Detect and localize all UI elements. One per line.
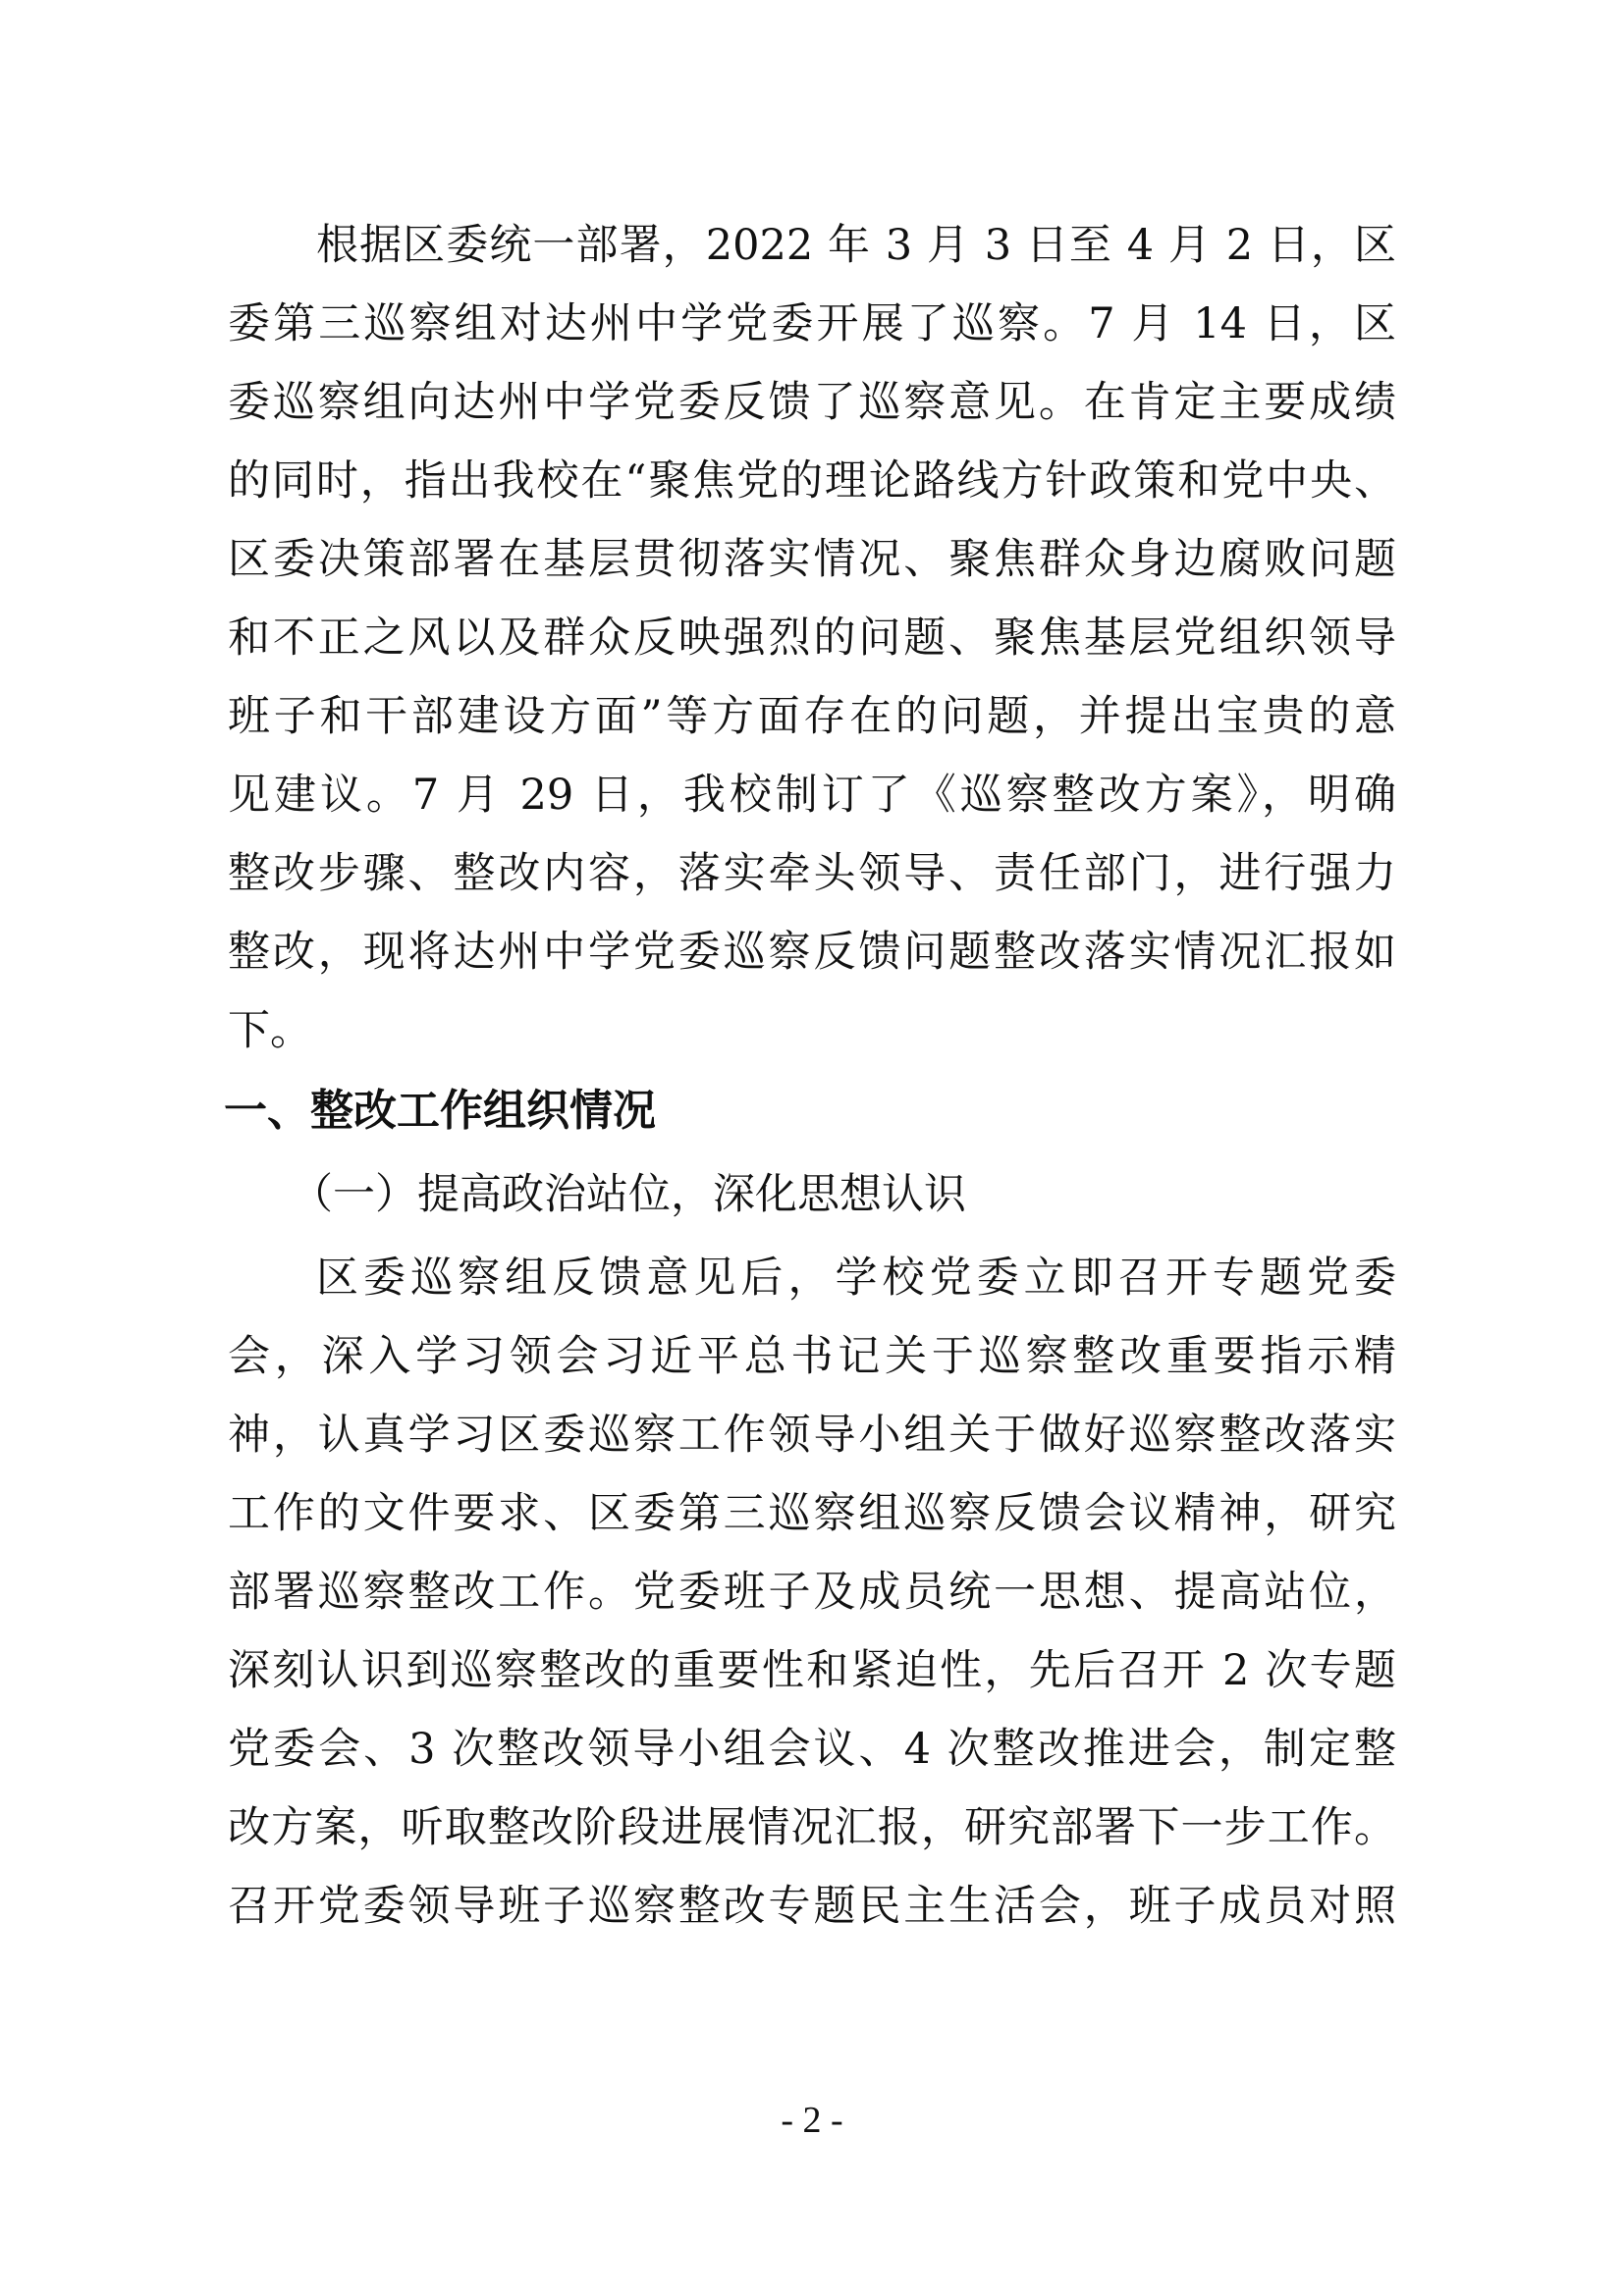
- paragraph-line: 委巡察组向达州中学党委反馈了巡察意见。在肯定主要成绩: [228, 378, 1396, 427]
- page-number: - 2 -: [781, 2100, 843, 2141]
- paragraph-line: 召开党委领导班子巡察整改专题民主生活会，班子成员对照: [228, 1882, 1396, 1931]
- paragraph-line: 工作的文件要求、区委第三巡察组巡察反馈会议精神，研究: [228, 1489, 1396, 1538]
- paragraph-line: 区委决策部署在基层贯彻落实情况、聚焦群众身边腐败问题: [228, 535, 1396, 584]
- section-heading: 一、整改工作组织情况: [224, 1086, 656, 1136]
- paragraph-line: 整改步骤、整改内容，落实牵头领导、责任部门，进行强力: [228, 849, 1396, 898]
- paragraph-line: 改方案，听取整改阶段进展情况汇报，研究部署下一步工作。: [228, 1803, 1396, 1852]
- paragraph-line: 班子和干部建设方面”等方面存在的问题，并提出宝贵的意: [228, 692, 1396, 741]
- paragraph-line: 部署巡察整改工作。党委班子及成员统一思想、提高站位，: [228, 1568, 1396, 1617]
- paragraph-line: 见建议。7 月 29 日，我校制订了《巡察整改方案》，明确: [228, 771, 1396, 820]
- paragraph-line: 根据区委统一部署，2022 年 3 月 3 日至 4 月 2 日，区: [316, 221, 1396, 270]
- paragraph-line: 和不正之风以及群众反映强烈的问题、聚焦基层党组织领导: [228, 614, 1396, 663]
- paragraph-line: 会，深入学习领会习近平总书记关于巡察整改重要指示精: [228, 1332, 1396, 1381]
- subsection-heading: （一）提高政治站位，深化思想认识: [291, 1170, 966, 1219]
- paragraph-line: 党委会、3 次整改领导小组会议、4 次整改推进会，制定整: [228, 1725, 1396, 1774]
- paragraph-line: 深刻认识到巡察整改的重要性和紧迫性，先后召开 2 次专题: [228, 1646, 1396, 1695]
- paragraph-line: 委第三巡察组对达州中学党委开展了巡察。7 月 14 日，区: [228, 299, 1396, 348]
- paragraph-line: 整改，现将达州中学党委巡察反馈问题整改落实情况汇报如: [228, 928, 1396, 977]
- paragraph-line: 神，认真学习区委巡察工作领导小组关于做好巡察整改落实: [228, 1411, 1396, 1460]
- paragraph-line: 的同时，指出我校在“聚焦党的理论路线方针政策和党中央、: [228, 456, 1396, 506]
- paragraph-line: 下。: [228, 1006, 312, 1055]
- paragraph-line: 区委巡察组反馈意见后，学校党委立即召开专题党委: [316, 1254, 1396, 1303]
